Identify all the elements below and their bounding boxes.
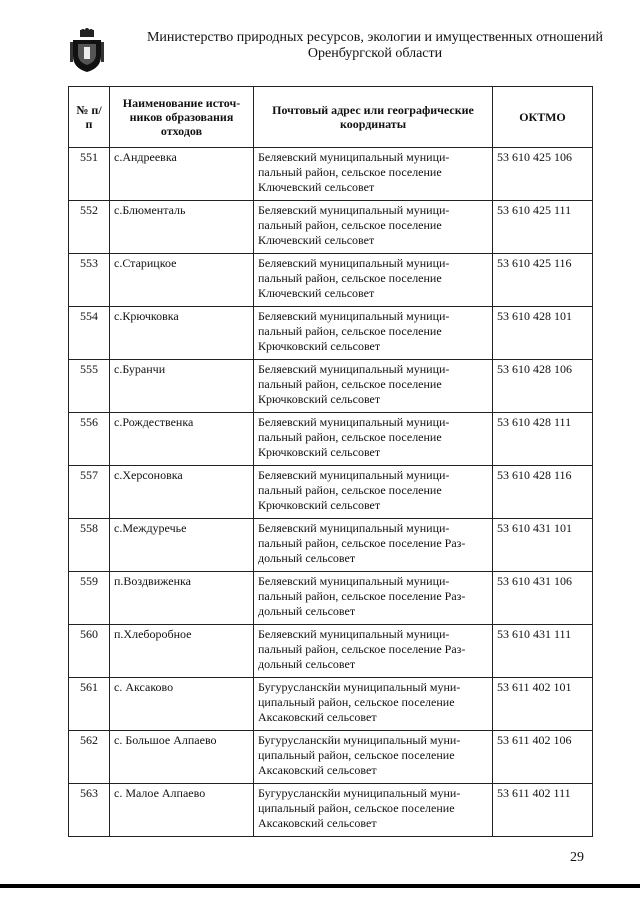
row-number: 563 [69, 784, 110, 837]
table-header-row [69, 87, 593, 148]
ministry-line-2: Оренбургской области [307, 46, 443, 61]
ministry-title [110, 30, 640, 62]
table-row [69, 678, 593, 731]
row-number: 553 [69, 254, 110, 307]
row-number: 551 [69, 148, 110, 201]
source-name: с. Большое Алпаево [110, 731, 254, 784]
source-name: с.Крючковка [110, 307, 254, 360]
oktmo-code: 53 610 425 106 [493, 148, 593, 201]
source-name: с.Старицкое [110, 254, 254, 307]
table-row [69, 784, 593, 837]
row-number: 562 [69, 731, 110, 784]
table-row [69, 731, 593, 784]
table-row [69, 413, 593, 466]
table-row [69, 201, 593, 254]
table-row [69, 360, 593, 413]
source-address: Беляевский муниципальный муници-пальный район, сельское поселение Раз-дольный сельсовет [254, 572, 493, 625]
ministry-line-1: Министерство природных ресурсов, экологии и имущественных отношений [146, 30, 603, 45]
source-name: с.Андреевка [110, 148, 254, 201]
oktmo-code: 53 610 425 111 [493, 201, 593, 254]
oktmo-code: 53 610 428 106 [493, 360, 593, 413]
source-address: Беляевский муниципальный муници-пальный район, сельское поселение Крючковский сельсовет [254, 466, 493, 519]
source-address: Беляевский муниципальный муници-пальный район, сельское поселение Крючковский сельсовет [254, 307, 493, 360]
oktmo-code: 53 610 431 111 [493, 625, 593, 678]
oktmo-code: 53 610 425 116 [493, 254, 593, 307]
source-name: п.Воздвиженка [110, 572, 254, 625]
column-header-num: № п/п [69, 87, 110, 148]
source-name: с.Рождественка [110, 413, 254, 466]
source-name: с.Херсоновка [110, 466, 254, 519]
source-address: Беляевский муниципальный муници-пальный район, сельское поселение Раз-дольный сельсовет [254, 519, 493, 572]
table-row [69, 466, 593, 519]
source-address: Беляевский муниципальный муници-пальный район, сельское поселение Раз-дольный сельсовет [254, 625, 493, 678]
table-row [69, 254, 593, 307]
row-number: 552 [69, 201, 110, 254]
row-number: 557 [69, 466, 110, 519]
oktmo-code: 53 611 402 111 [493, 784, 593, 837]
page-bottom-rule [0, 884, 640, 888]
source-name: с. Аксаково [110, 678, 254, 731]
row-number: 561 [69, 678, 110, 731]
oktmo-code: 53 611 402 106 [493, 731, 593, 784]
source-name: с. Малое Алпаево [110, 784, 254, 837]
page-number: 29 [570, 850, 584, 865]
column-header-address: Почтовый адрес или географические координаты [254, 87, 493, 148]
row-number: 560 [69, 625, 110, 678]
oktmo-code: 53 610 428 101 [493, 307, 593, 360]
table-row [69, 625, 593, 678]
table-row [69, 519, 593, 572]
source-name: с.Буранчи [110, 360, 254, 413]
oktmo-code: 53 610 428 116 [493, 466, 593, 519]
source-address: Беляевский муниципальный муници-пальный район, сельское поселение Крючковский сельсовет [254, 360, 493, 413]
source-name: п.Хлеборобное [110, 625, 254, 678]
source-name: с.Блюменталь [110, 201, 254, 254]
source-name: с.Междуречье [110, 519, 254, 572]
table-row [69, 307, 593, 360]
oktmo-code: 53 610 431 106 [493, 572, 593, 625]
document-header [70, 24, 640, 80]
source-address: Беляевский муниципальный муници-пальный район, сельское поселение Ключевский сельсовет [254, 201, 493, 254]
table-row [69, 148, 593, 201]
table-row [69, 572, 593, 625]
waste-sources-table [68, 86, 593, 837]
column-header-oktmo: ОКТМО [493, 87, 593, 148]
source-address: Беляевский муниципальный муници-пальный район, сельское поселение Крючковский сельсовет [254, 413, 493, 466]
source-address: Бугурусланскйи муниципальный муни-ципальный район, сельское поселение Аксаковский сельсовет [254, 731, 493, 784]
source-address: Бугурусланскйи муниципальный муни-ципальный район, сельское поселение Аксаковский сельсовет [254, 784, 493, 837]
row-number: 558 [69, 519, 110, 572]
oktmo-code: 53 611 402 101 [493, 678, 593, 731]
row-number: 555 [69, 360, 110, 413]
source-address: Бугурусланскйи муниципальный муни-ципальный район, сельское поселение Аксаковский сельсовет [254, 678, 493, 731]
source-address: Беляевский муниципальный муници-пальный район, сельское поселение Ключевский сельсовет [254, 254, 493, 307]
source-address: Беляевский муниципальный муници-пальный район, сельское поселение Ключевский сельсовет [254, 148, 493, 201]
row-number: 554 [69, 307, 110, 360]
coat-of-arms-icon [70, 28, 104, 74]
column-header-name: Наименование источ-ников образования отходов [110, 87, 254, 148]
row-number: 559 [69, 572, 110, 625]
oktmo-code: 53 610 428 111 [493, 413, 593, 466]
row-number: 556 [69, 413, 110, 466]
oktmo-code: 53 610 431 101 [493, 519, 593, 572]
